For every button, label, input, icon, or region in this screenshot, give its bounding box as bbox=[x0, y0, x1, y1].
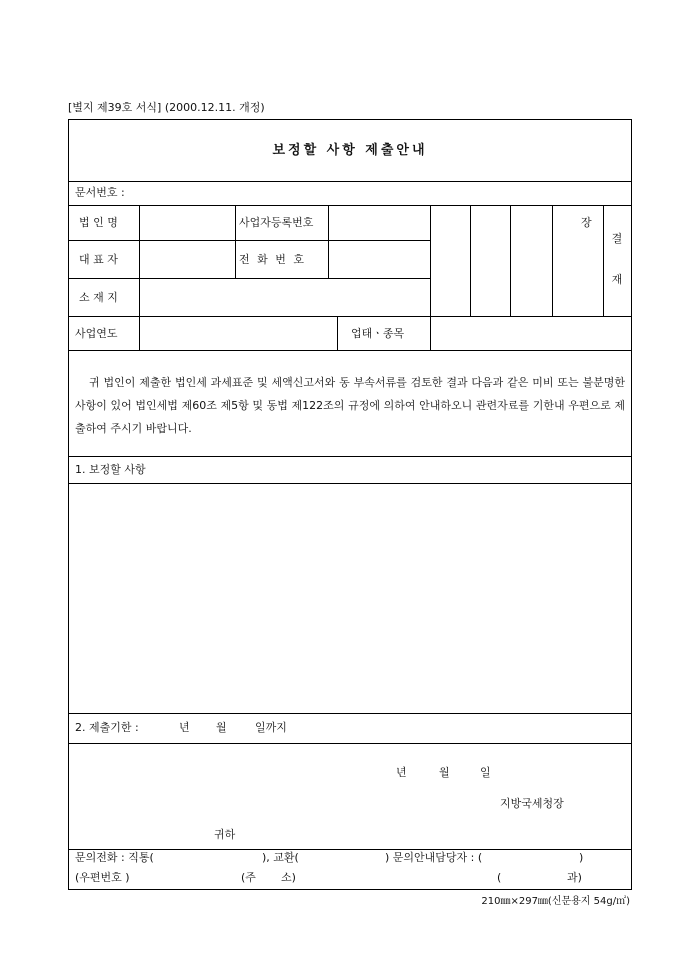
representative-value[interactable] bbox=[143, 245, 231, 273]
business-type-value[interactable] bbox=[434, 320, 626, 346]
doc-number-label: 문서번호 : bbox=[75, 186, 125, 199]
approval-sign-top: 결 bbox=[611, 232, 623, 245]
business-year-label: 사업연도 bbox=[75, 327, 118, 340]
deadline-label: 2. 제출기한 : bbox=[75, 721, 139, 734]
recipient-suffix: 귀하 bbox=[214, 828, 236, 841]
form-reference: [별지 제39호 서식] (2000.12.11. 개정) bbox=[68, 101, 265, 114]
business-year-value[interactable] bbox=[143, 320, 333, 346]
deadline-year: 년 bbox=[179, 721, 190, 734]
contact-exchange-label: ), 교환( bbox=[262, 851, 299, 864]
address-open-label: (주 bbox=[241, 871, 256, 884]
contact-officer-label: ) 문의안내담당자 : ( bbox=[385, 851, 483, 864]
department-open: ( bbox=[497, 871, 502, 884]
business-type-label: 업태ㆍ종목 bbox=[351, 327, 405, 340]
form-title: 보정할 사항 제출안내 bbox=[272, 143, 428, 158]
corp-name-label: 법 인 명 bbox=[79, 216, 118, 229]
address-value[interactable] bbox=[143, 283, 425, 311]
notice-form bbox=[68, 119, 632, 890]
postal-code-label: (우편번호 ) bbox=[75, 871, 130, 884]
address-label: 소 재 지 bbox=[79, 291, 118, 304]
deadline-until: 일까지 bbox=[255, 721, 287, 734]
contact-officer-close: ) bbox=[579, 851, 584, 864]
biz-reg-no-label: 사업자등록번호 bbox=[239, 216, 314, 229]
issue-date-month: 월 bbox=[439, 766, 450, 779]
phone-label: 전 화 번 호 bbox=[239, 253, 306, 266]
corp-name-value[interactable] bbox=[143, 209, 231, 237]
approval-chief-label: 장 bbox=[581, 216, 592, 229]
phone-value[interactable] bbox=[332, 245, 426, 273]
department-close: 과) bbox=[567, 871, 582, 884]
representative-label: 대 표 자 bbox=[79, 253, 118, 266]
deadline-month: 월 bbox=[216, 721, 227, 734]
address-close-label: 소) bbox=[281, 871, 296, 884]
tax-office-name: 지방국세청장 bbox=[500, 797, 564, 810]
issue-date-year: 년 bbox=[396, 766, 407, 779]
correction-items-area[interactable] bbox=[73, 487, 627, 709]
notice-text: 귀 법인이 제출한 법인세 과세표준 및 세액신고서와 동 부속서류를 검토한 결과 다음과 같은 미비 또는 불분명한 사항이 있어 법인세법 제60조 제5항 및 동법 제122조의 규정에 의하여 안내하오니 관련자료를 기한내 우편으로 제출하여 주시기 바랍니다. bbox=[75, 376, 625, 435]
biz-reg-no-value[interactable] bbox=[332, 209, 426, 237]
issue-date-day: 일 bbox=[480, 766, 491, 779]
section-correction-heading: 1. 보정할 사항 bbox=[75, 463, 146, 476]
approval-sign-bottom: 재 bbox=[611, 273, 623, 286]
paper-specification: 210㎜×297㎜(신문용지 54g/㎡) bbox=[481, 896, 630, 907]
contact-direct-label: 문의전화 : 직통( bbox=[75, 851, 154, 864]
